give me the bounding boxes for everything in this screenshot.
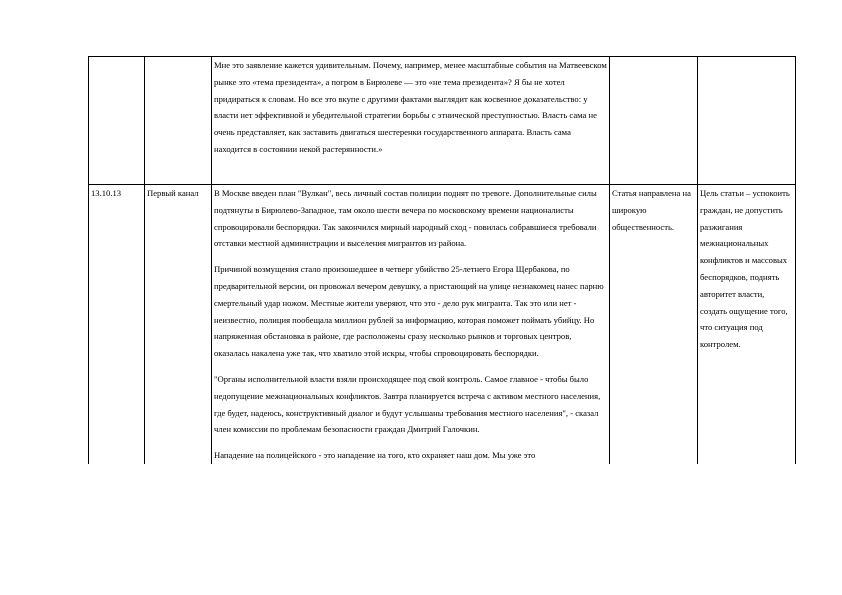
text-cell — [212, 57, 610, 185]
source-cell — [145, 57, 212, 185]
text-paragraph: В Москве введен план "Вулкан", весь личный состав полиции поднят по тревоге. Дополнительные силы подтянуты в Бирюлево-Западное, там около шести вечера по московскому времени националисты спровоцировали беспорядки. Так закончился мирный народный сход - повилась собравшиеся требовали отставки местной администрации и выселения мигрантов из района. — [214, 188, 597, 249]
date-cell: 13.10.13 — [89, 185, 145, 464]
date-cell — [89, 57, 145, 185]
text-cell — [212, 185, 610, 464]
text-paragraph: Нападение на полицейского - это нападение на того, кто охраняет наш дом. Мы уже это — [214, 450, 536, 461]
genre-cell — [610, 57, 698, 185]
table-row — [89, 185, 796, 464]
genre-cell: Статья направлена на широкую общественность. — [610, 185, 698, 464]
source-cell: Первый канал — [145, 185, 212, 464]
goal-cell — [698, 57, 796, 185]
table-row — [89, 57, 796, 185]
text-paragraph: Мне это заявление кажется удивительным. Почему, например, менее масштабные события на Матвеевском рынке это «тема президента», а погром в Бирюлеве — это «не тема президента»? Я бы не хотел придираться к словам. Но все это вкупе с другими фактами выглядит как косвенное доказательство: у власти нет эффективной и убедительной стратегии борьбы с этнической преступностью. Власть сама не очень представляет, как заставить двигаться шестеренки государственного аппарата. Власть сама находится в состоянии некой растерянности.» — [214, 60, 607, 154]
text-paragraph: Причиной возмущения стало произошедшее в четверг убийство 25-летнего Егора Щербакова, по предварительной версии, он провожал вечером девушку, а пристающий на улице незнакомец нанес парню смертельный удар ножом. Местные жители уверяют, что это - дело рук мигранта. Так это или нет - неизвестно, полиция пообещала миллион рублей за информацию, которая поможет поймать убийцу. Но напряженная обстановка в районе, где расположены сразу несколько рынков и торговых центров, оказалась накалена уже так, что хватило этой искры, чтобы спровоцировать беспорядки. — [214, 264, 604, 359]
media-analysis-table — [88, 56, 796, 464]
goal-cell: Цель статьи – успокоить граждан, не допустить разжигания межнациональных конфликтов и массовых беспорядков, поднять авторитет власти, создать ощущение того, что ситуация под контролем. — [698, 185, 796, 464]
text-paragraph: "Органы исполнительной власти взяли происходящее под свой контроль. Самое главное - чтобы было недопущение межнациональных конфликтов. Завтра планируется встреча с активом местного населения, где будет, надеюсь, конструктивный диалог и будут услышаны требования местного населения", - сказал член комиссии по проблемам безопасности граждан Дмитрий Галочкин. — [214, 373, 601, 435]
